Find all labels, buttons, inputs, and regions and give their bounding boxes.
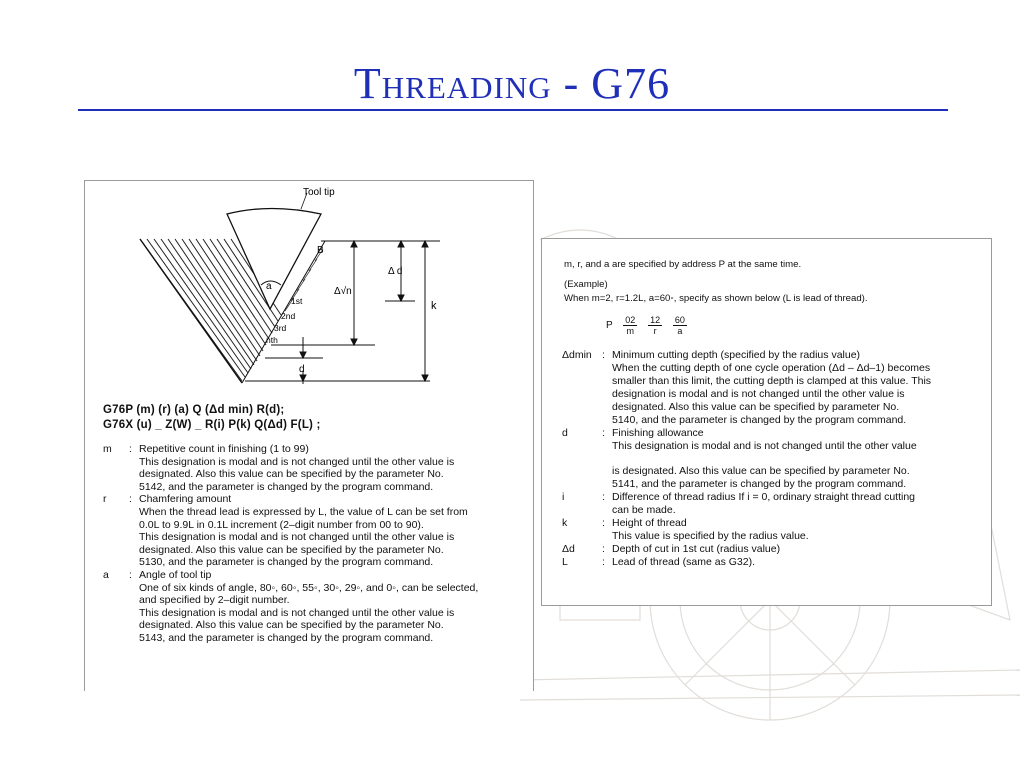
example-frac-a: $\frac{60}{a}$ (674, 315, 685, 336)
definition-line: 5141, and the parameter is changed by the program command. (612, 478, 907, 490)
definition-body (612, 517, 990, 543)
definition-body (139, 443, 528, 493)
definition-line: Minimum cutting depth (specified by the radius value) (612, 349, 861, 361)
definition-line: designated. Also this value can be specified by the parameter No. (139, 543, 444, 556)
definition-separator: : (602, 543, 605, 555)
tool-tip-shape (227, 209, 321, 310)
definition-line: is designated. Also this value can be specified by parameter No. (612, 465, 910, 477)
definition-line (612, 453, 990, 465)
definition-line: Depth of cut in 1st cut (radius value) (612, 543, 781, 555)
definition-key: a (103, 568, 109, 581)
delta-root-n-label: Δ√n (334, 286, 352, 297)
angle-label: a (266, 281, 272, 292)
definition-line: When the cutting depth of one cycle operation (Δd – Δd–1) becomes (612, 362, 931, 374)
right-text-panel (541, 238, 992, 606)
thread-left-flank (140, 239, 242, 383)
format-line-2: G76X (u) _ Z(W) _ R(i) P(k) Q(Δd) F(L) ; (103, 419, 321, 431)
pass-label-1st: 1st (291, 296, 303, 306)
definition-separator: : (602, 491, 605, 503)
definition-body (612, 427, 990, 491)
definition-key: Δd (562, 543, 575, 555)
definition-line: 5130, and the parameter is changed by the program command. (139, 556, 434, 569)
delta-d-label: Δ d (388, 266, 403, 277)
definition-key: i (562, 491, 565, 503)
definition-body (139, 569, 528, 645)
pass-label-3rd: 3rd (274, 323, 287, 333)
definition-line: Finishing allowance (612, 427, 704, 439)
example-text: When m=2, r=1.2L, a=60◦, specify as shown below (L is lead of thread). (564, 293, 868, 304)
definition-line: Lead of thread (same as G32). (612, 556, 755, 568)
definition-item (562, 491, 990, 517)
definition-item (562, 543, 990, 556)
right-definitions-list (562, 349, 990, 569)
definition-line: This designation is modal and is not changed until the other value is (139, 531, 455, 544)
definition-item (562, 556, 990, 569)
definition-item (562, 517, 990, 543)
definition-line: Repetitive count in finishing (1 to 99) (139, 443, 309, 455)
definition-line: 5140, and the parameter is changed by the program command. (612, 414, 907, 426)
example-p-code (606, 315, 687, 336)
definition-line: 5142, and the parameter is changed by the program command. (139, 480, 434, 493)
pass-label-2nd: 2nd (281, 311, 296, 321)
definition-line: Angle of tool tip (139, 568, 212, 581)
definition-line: designation is modal and is not changed until the other value is (612, 388, 905, 400)
definition-item (103, 443, 528, 493)
definition-line: 0.0L to 9.9L in 0.1L increment (2–digit number from 00 to 90). (139, 518, 424, 531)
left-figure-panel (84, 180, 534, 691)
definition-line: designated. Also this value can be specified by parameter No. (612, 401, 900, 413)
definition-line: This designation is modal and is not changed until the other value (612, 440, 917, 452)
definition-line: smaller than this limit, the cutting depth is clamped at this value. This (612, 375, 932, 387)
definition-separator: : (129, 443, 132, 455)
right-intro: m, r, and a are specified by address P at the same time. (564, 259, 802, 270)
definition-item (103, 493, 528, 569)
pass-label-nth: nth (266, 335, 278, 345)
definition-line: designated. Also this value can be specified by the parameter No. (139, 468, 444, 481)
definition-separator: : (602, 517, 605, 529)
definition-line: Difference of thread radius If i = 0, ordinary straight thread cutting (612, 491, 916, 503)
definition-item (562, 349, 990, 427)
definition-item (562, 427, 990, 491)
example-label: (Example) (564, 279, 608, 290)
definition-separator: : (129, 493, 132, 506)
definition-separator: : (602, 427, 605, 439)
definition-line: designated. Also this value can be specified by the parameter No. (139, 619, 444, 632)
example-frac-m: $\frac{02}{m}$ (625, 315, 636, 336)
definition-key: L (562, 556, 568, 568)
definition-separator: : (602, 556, 605, 568)
definition-line: This designation is modal and is not changed until the other value is (139, 606, 455, 619)
definition-line: Height of thread (612, 517, 687, 529)
definition-body (139, 493, 528, 569)
point-b-label: B (317, 245, 324, 256)
definition-body (612, 556, 990, 569)
definition-line: This designation is modal and is not changed until the other value is (139, 455, 455, 468)
definition-line: and specified by 2–digit number. (139, 594, 290, 607)
definition-line: can be made. (612, 504, 676, 516)
definition-body (612, 349, 990, 427)
definition-body (612, 491, 990, 517)
format-line-1: G76P (m) (r) (a) Q (Δd min) R(d); (103, 404, 285, 416)
left-definitions-list (103, 443, 528, 645)
definition-key: r (103, 493, 107, 506)
definition-line: Chamfering amount (139, 493, 232, 506)
definition-line: 5143, and the parameter is changed by the program command. (139, 631, 434, 644)
definition-separator: : (602, 349, 605, 361)
definition-key: m (103, 443, 112, 455)
d-label: d (299, 364, 305, 375)
threading-diagram (85, 181, 533, 396)
title-underline (78, 109, 948, 111)
example-p-letter: P (606, 320, 613, 332)
k-label: k (431, 300, 437, 312)
definition-item (103, 569, 528, 645)
definition-key: k (562, 517, 568, 529)
definition-body (612, 543, 990, 556)
definition-line: When the thread lead is expressed by L, the value of L can be set from (139, 505, 468, 518)
definition-line: One of six kinds of angle, 80◦, 60◦, 55◦, 30◦, 29◦, and 0◦, can be selected, (139, 581, 479, 594)
definition-key: Δdmin (562, 349, 592, 361)
definition-key: d (562, 427, 568, 439)
definition-line: This value is specified by the radius value. (612, 530, 809, 542)
example-frac-r: $\frac{12}{r}$ (650, 315, 661, 336)
definition-separator: : (129, 568, 132, 581)
slide-title: Threading - G76 (353, 59, 671, 108)
tool-tip-label: Tool tip (303, 187, 335, 198)
